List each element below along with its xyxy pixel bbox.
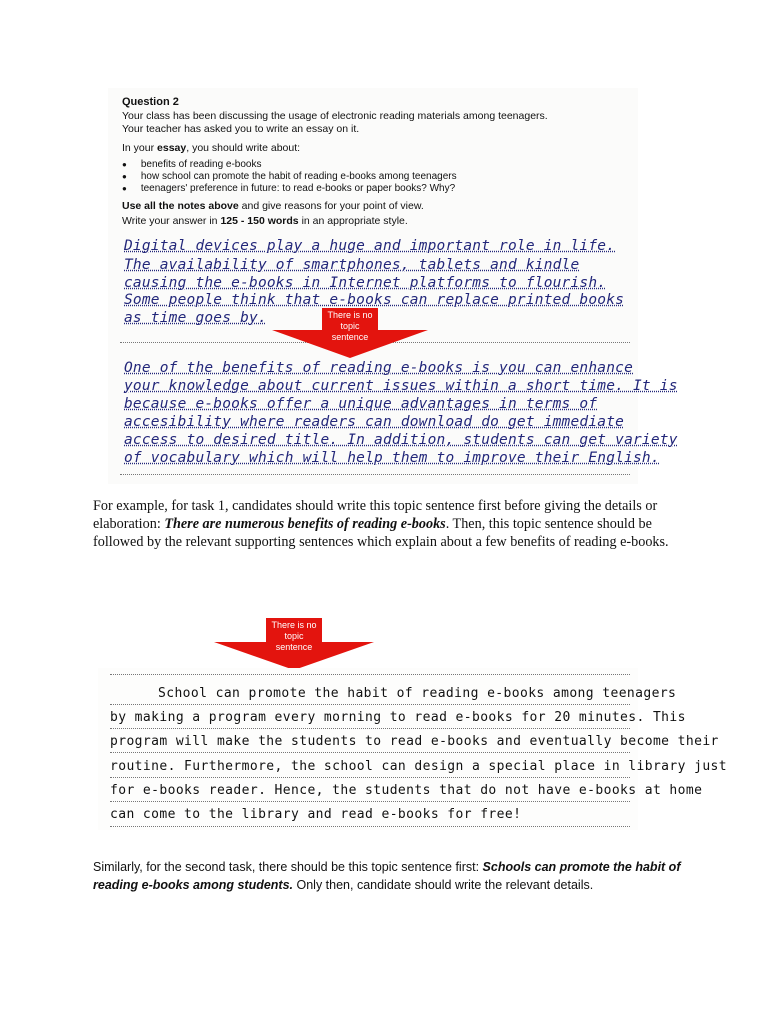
ruled-line [110,728,630,729]
callout-label: There is no topic sentence [322,308,378,345]
question-bullet: ● teenagers' preference in future: to read e-books or paper books? Why? [122,183,455,194]
explanation-paragraph-1: For example, for task 1, candidates should write this topic sentence first before giving the details or elaboration: There are numerous benefits of reading e-books. Then, this topic sentence should be followed by the relevant supporting sentences which explain about a few benefits of reading e-books. [93,498,669,550]
handwritten-line: as time goes by. [124,310,267,326]
callout-label: There is no topic sentence [266,618,322,655]
question-word-limit: Write your answer in 125 - 150 words in an appropriate style. [122,215,408,227]
scanned-question-sheet [108,88,678,484]
ruled-line [120,474,630,475]
ruled-line [110,674,630,675]
handwritten-line: by making a program every morning to read e-books for 20 minutes. This [110,710,686,725]
handwritten-line: your knowledge about current issues within a short time. It is [124,378,678,394]
handwritten-line: Some people think that e-books can replace printed books [124,292,625,308]
handwritten-line: of vocabulary which will help them to improve their English. [124,450,660,466]
question-bullet: ● how school can promote the habit of reading e-books among teenagers [122,171,457,182]
question-bullet: ● benefits of reading e-books [122,159,261,170]
handwritten-line: One of the benefits of reading e-books is you can enhance [124,360,633,376]
handwritten-line: causing the e-books in Internet platforms to flourish. [124,275,607,291]
handwritten-line: School can promote the habit of reading e-books among teenagers [158,686,677,701]
handwritten-line: because e-books offer a unique advantages in terms of [124,396,598,412]
handwritten-line: program will make the students to read e-books and eventually become their [110,734,719,749]
handwritten-line: The availability of smartphones, tablets and kindle [124,257,580,273]
ruled-line [110,826,630,827]
callout-arrow-middle [214,618,374,670]
explanation-paragraph-2: Similarly, for the second task, there should be this topic sentence first: Schools can promote the habit of reading e-books among students. Only then, candidate should write the relevant details. [93,860,681,892]
ruled-line [110,704,630,705]
question-title: Question 2 [122,96,179,108]
callout-arrow-top [272,308,428,358]
handwritten-line: for e-books reader. Hence, the students that do not have e-books at home [110,783,703,798]
ruled-line [110,777,630,778]
ruled-line [110,752,630,753]
question-instruction: In your essay, you should write about: [122,142,301,154]
handwritten-line: Digital devices play a huge and important role in life. [124,238,616,254]
question-notes: Use all the notes above and give reasons for your point of view. [122,200,424,212]
question-intro-1: Your class has been discussing the usage of electronic reading materials among teenagers. [122,110,548,122]
scanned-answer-sheet [98,668,727,830]
ruled-line [110,801,630,802]
handwritten-line: accesibility where readers can download do get immediate [124,414,625,430]
handwritten-line: access to desired title. In addition, students can get variety [124,432,678,448]
question-intro-2: Your teacher has asked you to write an essay on it. [122,123,360,135]
handwritten-line: can come to the library and read e-books for free! [110,807,522,822]
handwritten-line: routine. Furthermore, the school can design a special place in library just [110,759,727,774]
